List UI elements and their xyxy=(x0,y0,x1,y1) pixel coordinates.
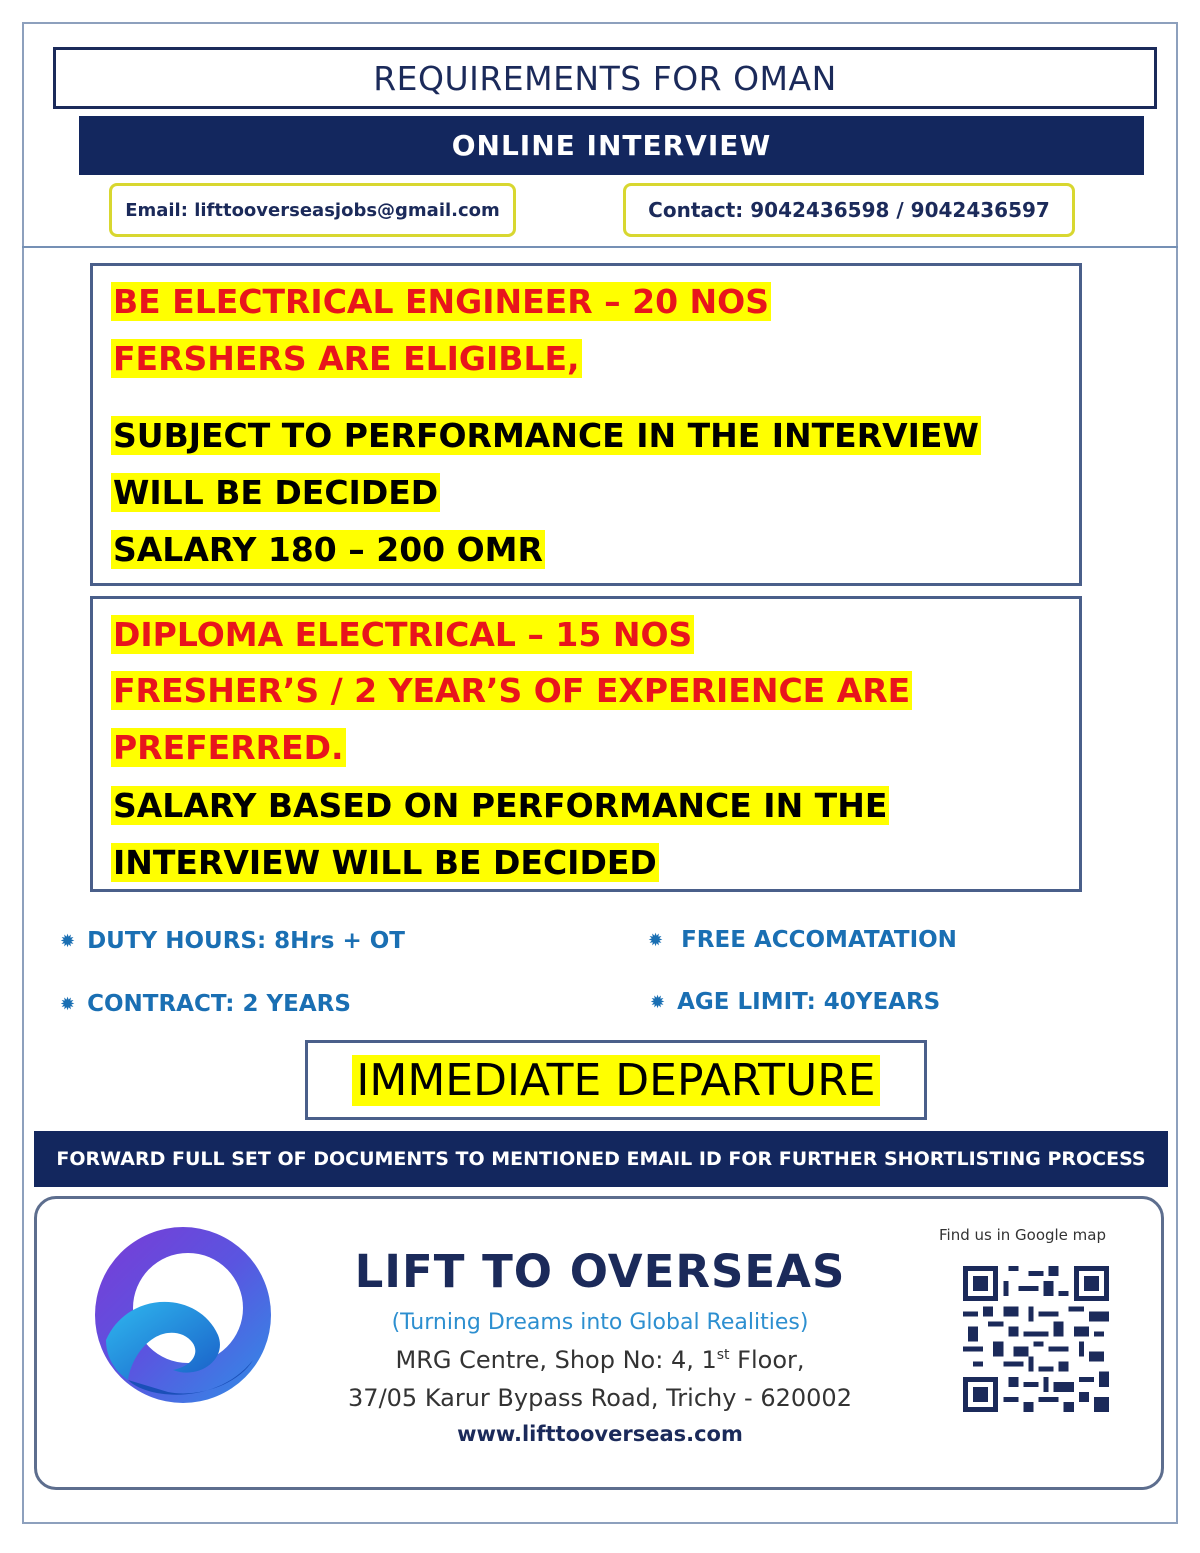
gear-bullet-icon: ✹ xyxy=(648,929,664,951)
job-salary: SALARY BASED ON PERFORMANCE IN THE xyxy=(113,786,888,825)
email-contact: Email: lifttooverseasjobs@gmail.com xyxy=(109,183,516,237)
gear-bullet-icon: ✹ xyxy=(650,991,666,1013)
phone-contact: Contact: 9042436598 / 9042436597 xyxy=(623,183,1075,237)
job-salary: INTERVIEW WILL BE DECIDED xyxy=(113,843,657,882)
job-note: SUBJECT TO PERFORMANCE IN THE INTERVIEW xyxy=(113,416,979,455)
job-salary: SALARY 180 – 200 OMR xyxy=(113,530,543,569)
immediate-departure-box xyxy=(305,1040,927,1120)
job-title: BE ELECTRICAL ENGINEER – 20 NOS xyxy=(113,282,769,321)
address-line-1: MRG Centre, Shop No: 4, 1st Floor, xyxy=(395,1346,805,1374)
job-eligibility: PREFERRED. xyxy=(113,728,344,767)
job-note: WILL BE DECIDED xyxy=(113,473,439,512)
job-card-be-electrical xyxy=(90,263,1082,586)
company-tagline: (Turning Dreams into Global Realities) xyxy=(391,1310,809,1335)
perk-contract: ✹ CONTRACT: 2 YEARS xyxy=(60,991,351,1017)
perk-accommodation: ✹ FREE ACCOMATATION xyxy=(648,927,957,953)
website-link[interactable]: www.lifttooverseas.com xyxy=(457,1422,743,1446)
page-title: REQUIREMENTS FOR OMAN xyxy=(53,47,1157,109)
job-eligibility: FRESHER’S / 2 YEAR’S OF EXPERIENCE ARE xyxy=(113,671,911,710)
perk-age-limit: ✹ AGE LIMIT: 40YEARS xyxy=(650,989,941,1015)
job-card-diploma-electrical xyxy=(90,596,1082,892)
online-interview-banner: ONLINE INTERVIEW xyxy=(79,116,1144,175)
gear-bullet-icon: ✹ xyxy=(60,993,76,1015)
address-line-2: 37/05 Karur Bypass Road, Trichy - 620002 xyxy=(348,1384,852,1412)
perk-duty-hours: ✹ DUTY HOURS: 8Hrs + OT xyxy=(60,928,405,954)
job-title: DIPLOMA ELECTRICAL – 15 NOS xyxy=(113,615,693,654)
forward-documents-bar: FORWARD FULL SET OF DOCUMENTS TO MENTIONED EMAIL ID FOR FURTHER SHORTLISTING PROCESS xyxy=(34,1131,1168,1187)
qr-code-icon[interactable] xyxy=(963,1266,1109,1412)
company-name: LIFT TO OVERSEAS xyxy=(354,1245,846,1298)
swirl-logo-icon xyxy=(88,1220,278,1410)
gear-bullet-icon: ✹ xyxy=(60,930,76,952)
divider xyxy=(22,246,1178,248)
job-eligibility: FERSHERS ARE ELIGIBLE, xyxy=(113,339,580,378)
map-label: Find us in Google map xyxy=(938,1226,1107,1244)
immediate-departure-text: IMMEDIATE DEPARTURE xyxy=(352,1055,879,1106)
